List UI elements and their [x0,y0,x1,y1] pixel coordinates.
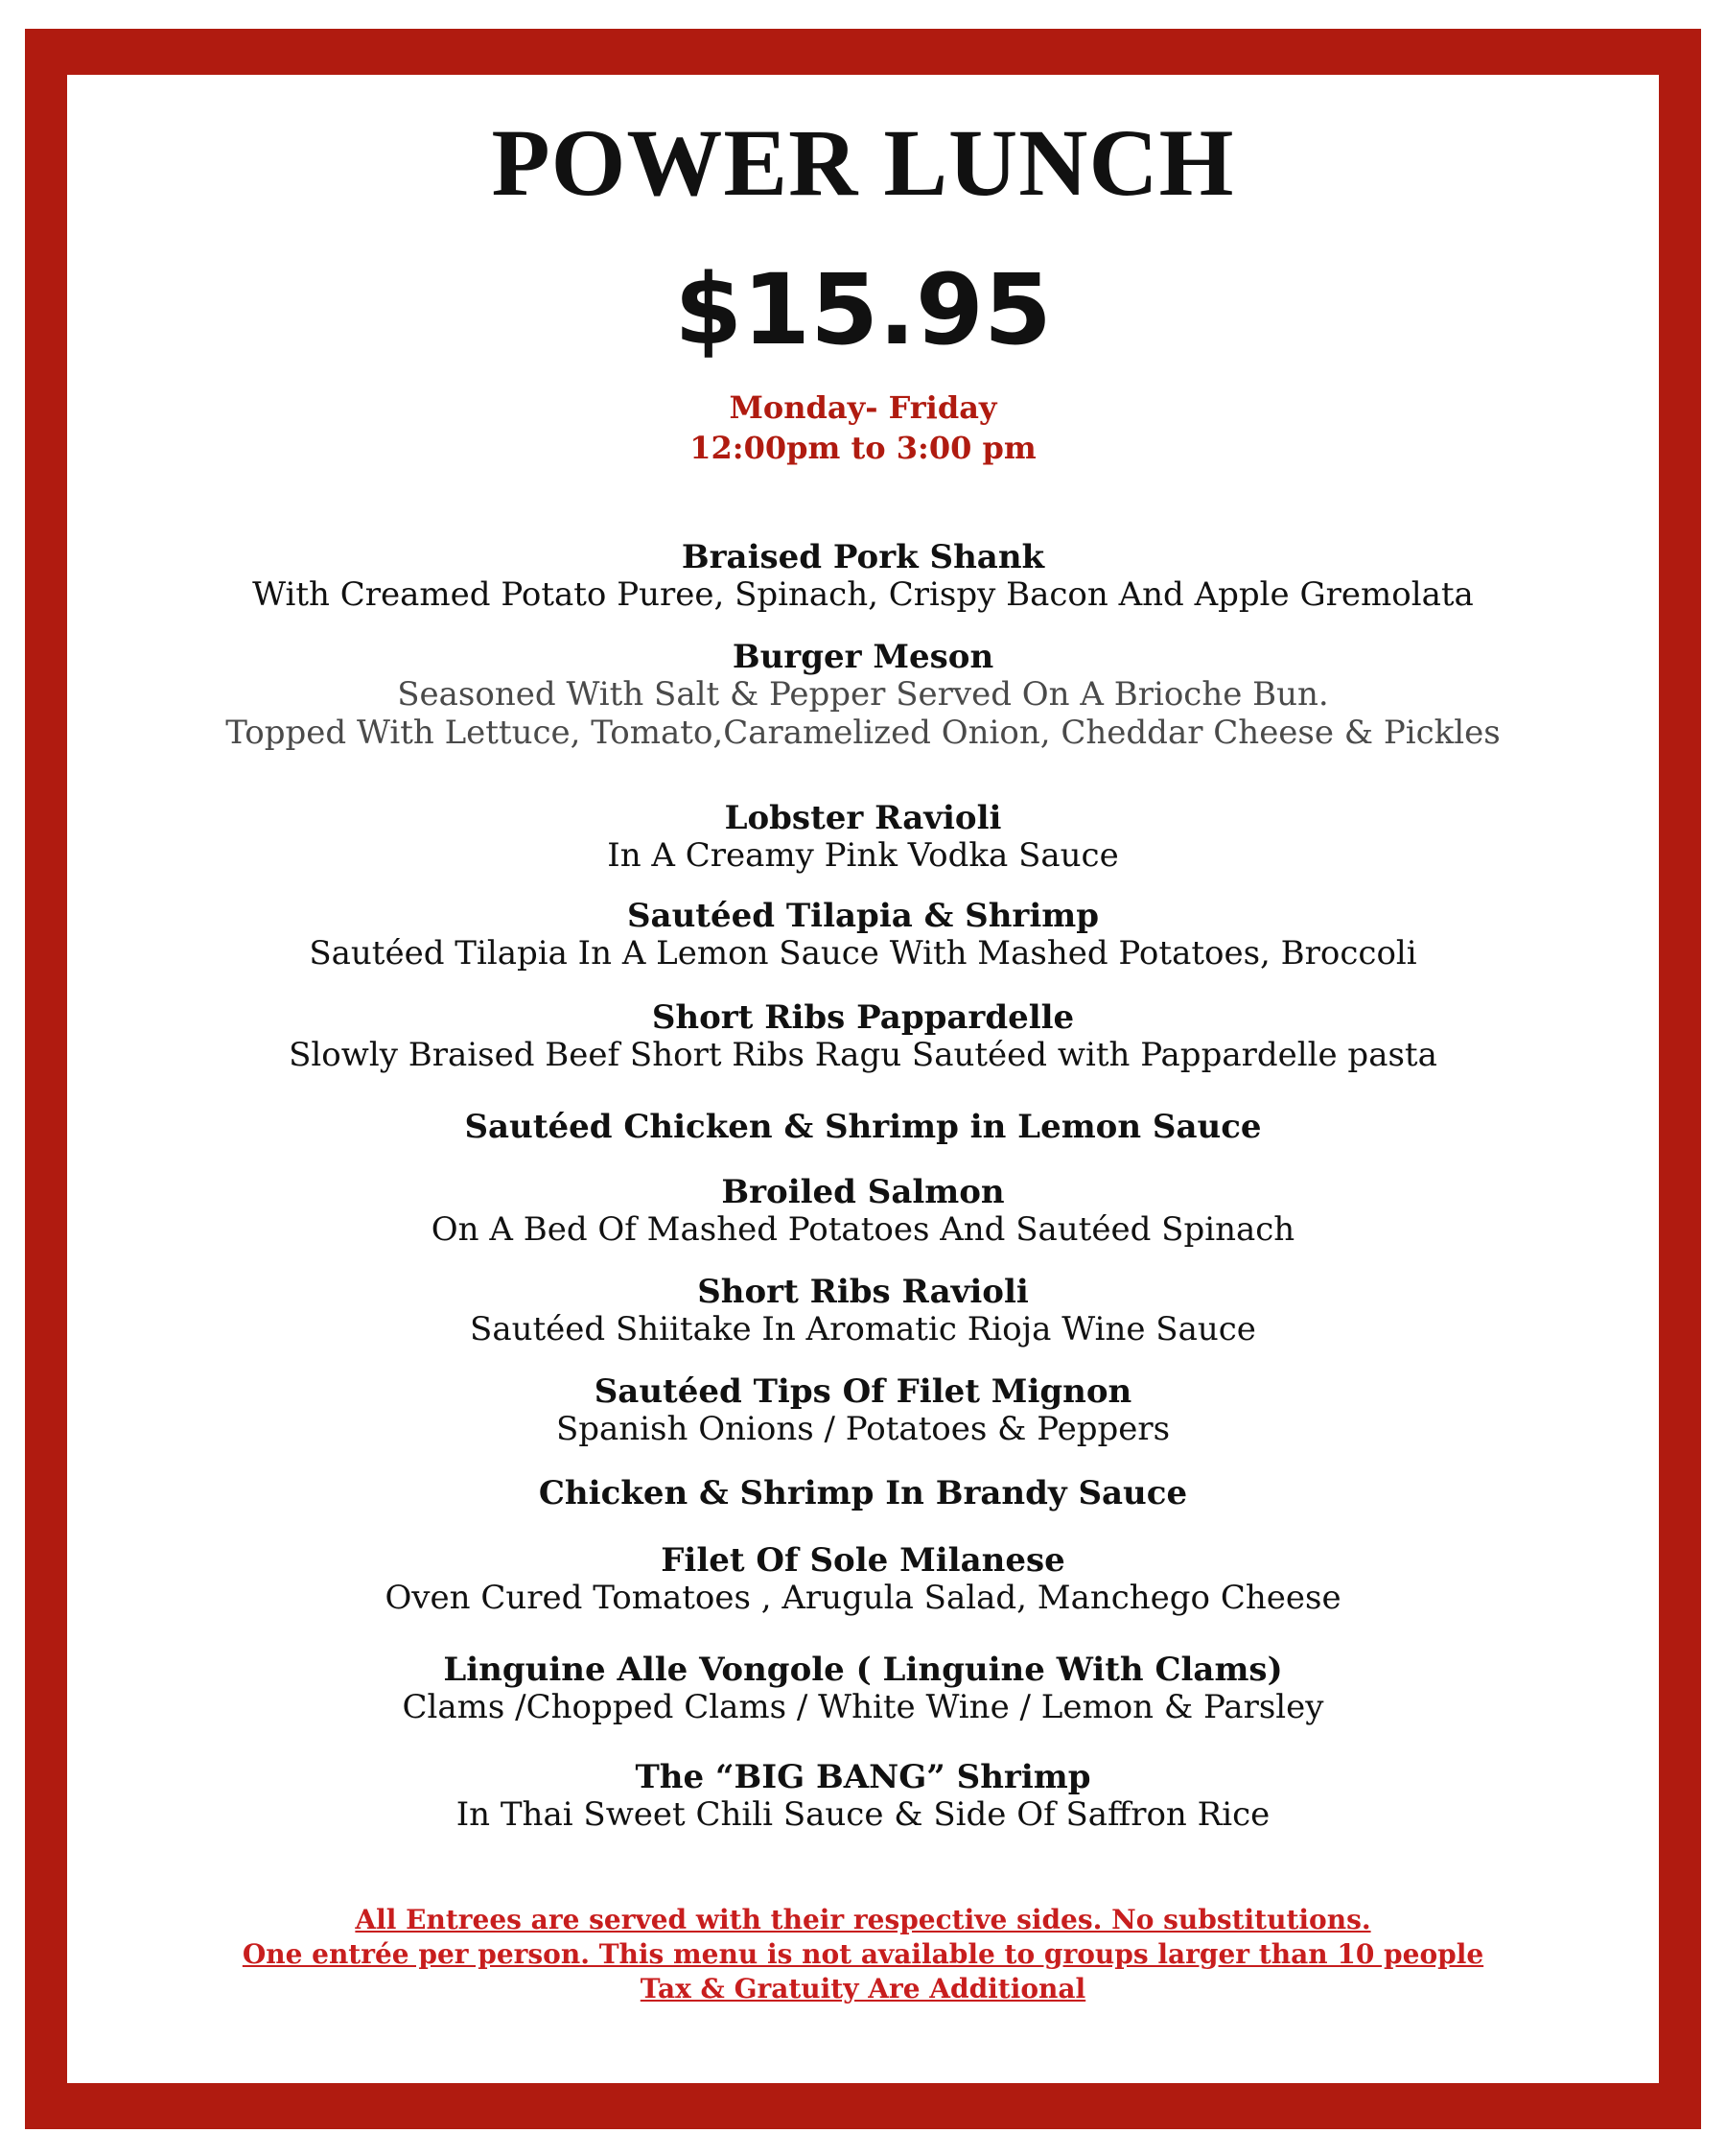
menu-item-chicken-shrimp-brandy [67,1475,1659,1512]
item-name: Burger Meson [732,638,994,676]
menu-item-big-bang-shrimp [67,1759,1659,1834]
menu-item-sauteed-tilapia-shrimp [67,898,1659,973]
menu-item-filet-of-sole-milanese [67,1542,1659,1617]
item-description: In A Creamy Pink Vodka Sauce [607,836,1119,875]
menu-hours: 12:00pm to 3:00 pm [689,430,1037,466]
item-name: Linguine Alle Vongole ( Linguine With Clams) [443,1651,1283,1689]
menu-item-sauteed-chicken-shrimp-lemon [67,1109,1659,1145]
menu-item-sauteed-tips-filet-mignon [67,1373,1659,1448]
item-description: Spanish Onions / Potatoes & Peppers [555,1410,1171,1448]
footer-note-tax: Tax & Gratuity Are Additional [640,1973,1086,2004]
item-name: Sautéed Tilapia & Shrimp [627,897,1099,935]
menu-days: Monday- Friday [729,389,997,426]
menu-item-braised-pork-shank [67,539,1659,614]
item-description: Sautéed Tilapia In A Lemon Sauce With Mashed Potatoes, Broccoli [309,934,1417,973]
item-name: Filet Of Sole Milanese [661,1541,1065,1580]
menu-panel [67,75,1659,2083]
item-name: Sautéed Tips Of Filet Mignon [594,1372,1132,1411]
item-name: Chicken & Shrimp In Brandy Sauce [538,1474,1188,1512]
menu-item-short-ribs-ravioli [67,1274,1659,1348]
menu-item-burger-meson [67,639,1659,752]
menu-item-linguine-alle-vongole [67,1652,1659,1726]
item-name: Lobster Ravioli [724,799,1002,837]
item-name: Short Ribs Pappardelle [651,998,1075,1037]
menu-schedule [67,387,1659,468]
item-name: Short Ribs Ravioli [697,1273,1029,1311]
footer-note-sides: All Entrees are served with their respective sides. No substitutions. [355,1904,1371,1935]
menu-footer-notes [67,1903,1659,2006]
item-description: Oven Cured Tomatoes , Arugula Salad, Manchego Cheese [385,1579,1341,1617]
item-description: On A Bed Of Mashed Potatoes And Sautéed Spinach [431,1210,1295,1249]
item-description: Slowly Braised Beef Short Ribs Ragu Sautéed with Pappardelle pasta [289,1036,1437,1074]
menu-item-lobster-ravioli [67,800,1659,875]
item-name: Broiled Salmon [721,1173,1005,1211]
menu-title: POWER LUNCH [491,109,1235,216]
item-name: The “BIG BANG” Shrimp [635,1758,1091,1796]
item-description: With Creamed Potato Puree, Spinach, Crispy Bacon And Apple Gremolata [252,575,1474,614]
footer-note-groups: One entrée per person. This menu is not available to groups larger than 10 people [242,1938,1484,1970]
item-description: Sautéed Shiitake In Aromatic Rioja Wine Sauce [470,1310,1256,1348]
item-description-line-2: Topped With Lettuce, Tomato,Caramelized Onion, Cheddar Cheese & Pickles [225,714,1501,752]
item-name: Sautéed Chicken & Shrimp in Lemon Sauce [464,1108,1262,1146]
item-description: Clams /Chopped Clams / White Wine / Lemon & Parsley [402,1688,1324,1726]
item-description: Seasoned With Salt & Pepper Served On A Brioche Bun. [397,675,1329,714]
menu-price: $15.95 [674,253,1052,367]
item-name: Braised Pork Shank [681,538,1045,576]
item-description: In Thai Sweet Chili Sauce & Side Of Saffron Rice [455,1795,1271,1834]
menu-item-short-ribs-pappardelle [67,999,1659,1074]
menu-item-broiled-salmon [67,1174,1659,1249]
